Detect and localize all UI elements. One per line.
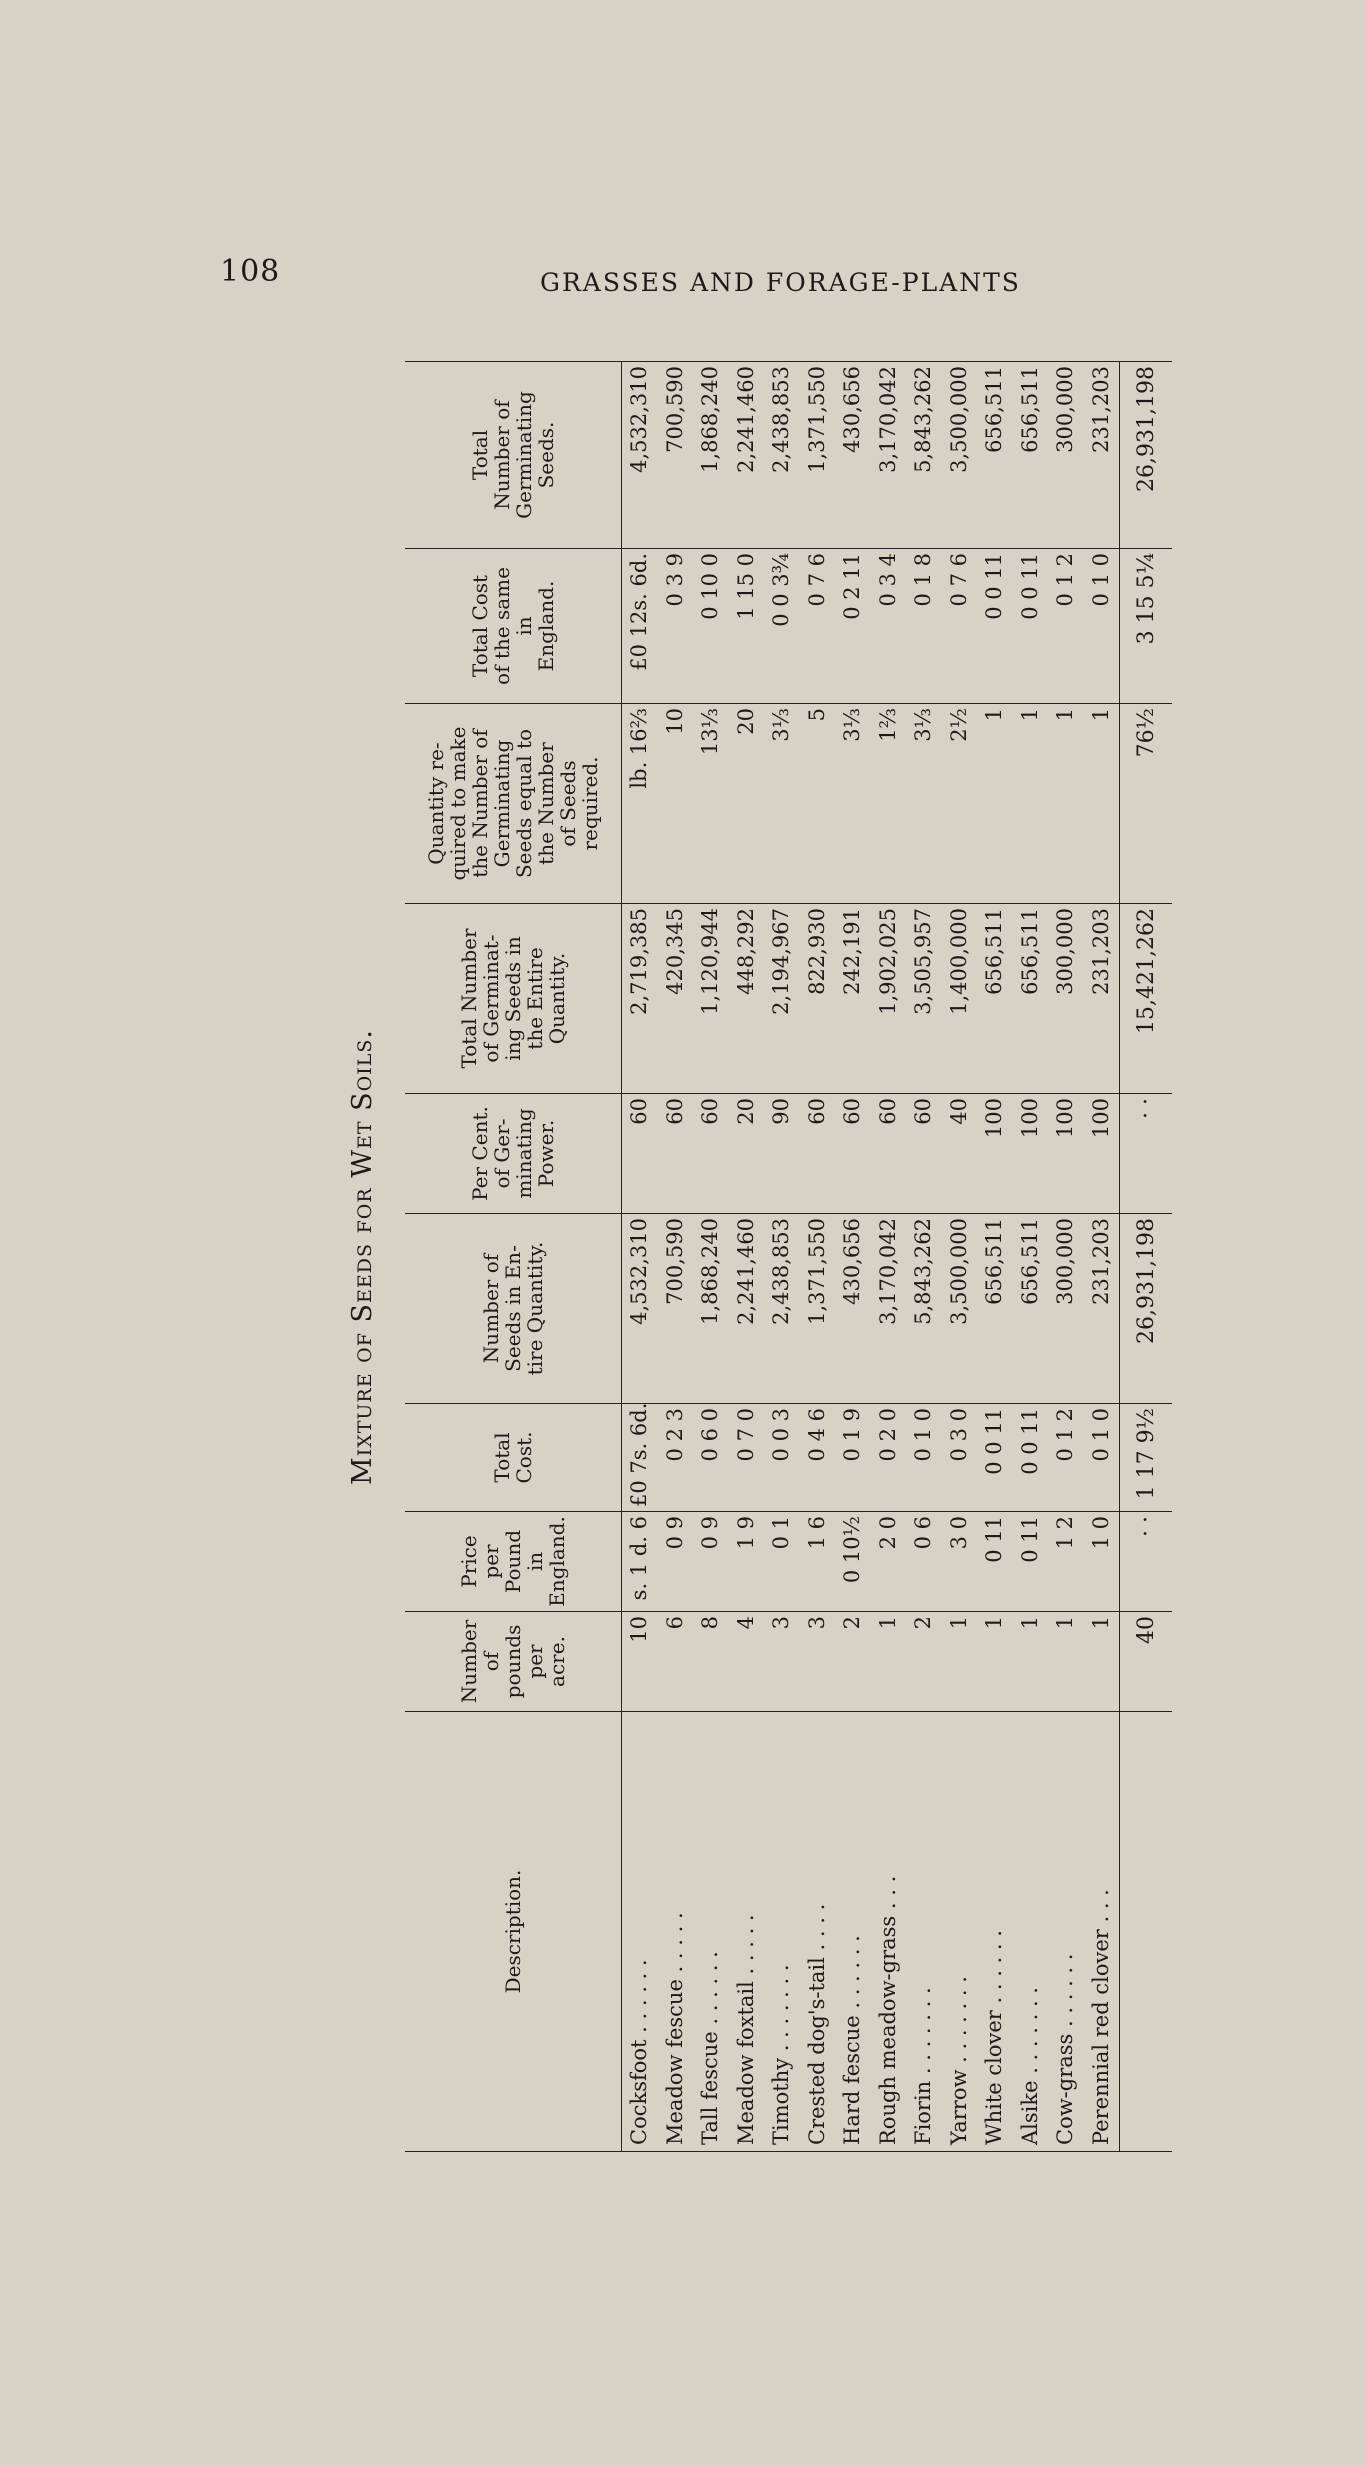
table-cell: 1	[1048, 1612, 1084, 1712]
table-cell: Tall fescue . . . . . .	[693, 1712, 729, 2152]
table-row	[977, 362, 1013, 2152]
table-cell: 10	[622, 1612, 658, 1712]
table-cell: 1	[871, 1612, 907, 1712]
table-cell: 4	[729, 1612, 765, 1712]
table-cell: 0 11	[1013, 1512, 1049, 1612]
table-cell: Hard fescue . . . . . .	[835, 1712, 871, 2152]
table-cell: 0 0 3¾	[764, 549, 800, 704]
table-cell: 1	[1084, 704, 1120, 904]
table-cell: s. 1 d. 6	[622, 1512, 658, 1612]
table-cell: 5,843,262	[906, 362, 942, 549]
table-cell: White clover . . . . . .	[977, 1712, 1013, 2152]
table-row	[693, 362, 729, 2152]
table-cell: 0 7 0	[729, 1404, 765, 1512]
table-cell: 90	[764, 1094, 800, 1214]
table-cell: 1	[977, 704, 1013, 904]
table-cell: 100	[1048, 1094, 1084, 1214]
table-cell: 0 1 8	[906, 549, 942, 704]
table-cell: 430,656	[835, 362, 871, 549]
table-cell: 430,656	[835, 1214, 871, 1404]
table-cell: Meadow fescue . . . . .	[658, 1712, 694, 2152]
column-header: Per Cent. of Ger- minating Power.	[405, 1094, 622, 1214]
table-cell: 0 1 0	[906, 1404, 942, 1512]
table-cell: 0 9	[658, 1512, 694, 1612]
table-cell: 1,120,944	[693, 904, 729, 1094]
table-cell: 0 3 0	[942, 1404, 978, 1512]
table-cell: Rough meadow-grass . . .	[871, 1712, 907, 2152]
table-cell: 40	[942, 1094, 978, 1214]
column-header: Description.	[405, 1712, 622, 2152]
table-cell: 6	[658, 1612, 694, 1712]
table-cell: 60	[871, 1094, 907, 1214]
table-cell: 2,438,853	[764, 1214, 800, 1404]
seed-mixture-table	[405, 361, 1172, 2152]
table-cell: 1	[1084, 1612, 1120, 1712]
totals-row	[1120, 362, 1173, 2152]
table-cell: 656,511	[977, 1214, 1013, 1404]
table-cell: 656,511	[977, 904, 1013, 1094]
table-cell: Timothy . . . . . . .	[764, 1712, 800, 2152]
table-cell: 0 7 6	[942, 549, 978, 704]
table-cell: Fiorin . . . . . . .	[906, 1712, 942, 2152]
table-cell: 3,500,000	[942, 362, 978, 549]
table-cell: 100	[977, 1094, 1013, 1214]
table-cell: 2,719,385	[622, 904, 658, 1094]
table-cell: 0 1 0	[1084, 1404, 1120, 1512]
table-cell: 0 2 11	[835, 549, 871, 704]
totals-england-cost: 3 15 5¼	[1120, 549, 1173, 704]
table-cell: 3,500,000	[942, 1214, 978, 1404]
table-cell: 0 6 0	[693, 1404, 729, 1512]
table-row	[835, 362, 871, 2152]
table-row	[906, 362, 942, 2152]
table-cell: 0 0 11	[1013, 549, 1049, 704]
table-cell: 3⅓	[906, 704, 942, 904]
table-cell: Alsike . . . . . . .	[1013, 1712, 1049, 2152]
table-row	[764, 362, 800, 2152]
table-row	[622, 362, 658, 2152]
table-cell: 2,241,460	[729, 1214, 765, 1404]
table-cell: 5,843,262	[906, 1214, 942, 1404]
table-cell: 3,170,042	[871, 362, 907, 549]
table-cell: 0 1 0	[1084, 549, 1120, 704]
table-cell: 0 11	[977, 1512, 1013, 1612]
table-cell: 2	[906, 1612, 942, 1712]
table-cell: 1 9	[729, 1512, 765, 1612]
table-cell: 1	[1013, 704, 1049, 904]
column-header: Quantity re- quired to make the Number of Germinating Seeds equal to the Number of Seeds required.	[405, 704, 622, 904]
table-cell: 448,292	[729, 904, 765, 1094]
table-cell: 656,511	[1013, 1214, 1049, 1404]
table-cell: 822,930	[800, 904, 836, 1094]
table-cell: Crested dog's-tail . . . .	[800, 1712, 836, 2152]
table-cell: 3 0	[942, 1512, 978, 1612]
table-cell: 242,191	[835, 904, 871, 1094]
table-cell: 1,868,240	[693, 362, 729, 549]
table-cell: 100	[1013, 1094, 1049, 1214]
column-header: Price per Pound in England.	[405, 1512, 622, 1612]
table-cell: 0 2 0	[871, 1404, 907, 1512]
column-header: Total Cost.	[405, 1404, 622, 1512]
table-cell: 0 1	[764, 1512, 800, 1612]
table-cell: 0 4 6	[800, 1404, 836, 1512]
table-cell: 656,511	[977, 362, 1013, 549]
running-title: GRASSES AND FORAGE-PLANTS	[540, 268, 1021, 297]
table-cell: 4,532,310	[622, 362, 658, 549]
table-cell: 2	[835, 1612, 871, 1712]
table-cell: 1,371,550	[800, 1214, 836, 1404]
table-cell: 300,000	[1048, 1214, 1084, 1404]
table-cell: 0 0 11	[1013, 1404, 1049, 1512]
table-cell: 1,371,550	[800, 362, 836, 549]
table-cell: 0 0 11	[977, 549, 1013, 704]
table-cell: 1	[1048, 704, 1084, 904]
table-row	[871, 362, 907, 2152]
table-cell: 0 9	[693, 1512, 729, 1612]
table-cell: 1,902,025	[871, 904, 907, 1094]
totals-pounds: 40	[1120, 1612, 1173, 1712]
table-cell: 1	[1013, 1612, 1049, 1712]
table-cell: 10	[658, 704, 694, 904]
table-header-row	[405, 362, 622, 2152]
table-cell: 3	[764, 1612, 800, 1712]
column-header: Total Cost of the same in England.	[405, 549, 622, 704]
table-cell: 60	[906, 1094, 942, 1214]
table-cell: 3	[800, 1612, 836, 1712]
table-cell: 231,203	[1084, 1214, 1120, 1404]
totals-seeds: 26,931,198	[1120, 1214, 1173, 1404]
table-cell: 0 7 6	[800, 549, 836, 704]
table-cell: Meadow foxtail . . . . .	[729, 1712, 765, 2152]
table-cell: 1 6	[800, 1512, 836, 1612]
table-cell: 0 1 9	[835, 1404, 871, 1512]
totals-price: · ·	[1120, 1512, 1173, 1612]
table-cell: £0 12s. 6d.	[622, 549, 658, 704]
table-cell: 1,400,000	[942, 904, 978, 1094]
totals-total-cost: 1 17 9½	[1120, 1404, 1173, 1512]
table-cell: 700,590	[658, 362, 694, 549]
column-header: Number of pounds per acre.	[405, 1612, 622, 1712]
table-cell: 3,170,042	[871, 1214, 907, 1404]
table-cell: 0 3 4	[871, 549, 907, 704]
totals-percent: · ·	[1120, 1094, 1173, 1214]
column-header: Total Number of Germinat- ing Seeds in the Entire Quantity.	[405, 904, 622, 1094]
table-cell: Cocksfoot . . . . . .	[622, 1712, 658, 2152]
table-row	[942, 362, 978, 2152]
table-cell: 1 2	[1048, 1512, 1084, 1612]
table-cell: 60	[622, 1094, 658, 1214]
table-cell: 0 0 11	[977, 1404, 1013, 1512]
table-cell: 0 1 2	[1048, 1404, 1084, 1512]
table-cell: 2,241,460	[729, 362, 765, 549]
table-cell: 656,511	[1013, 904, 1049, 1094]
table-cell: 656,511	[1013, 362, 1049, 549]
table-cell: lb. 16⅔	[622, 704, 658, 904]
table-cell: 300,000	[1048, 362, 1084, 549]
table-cell: 20	[729, 704, 765, 904]
table-cell: 3⅓	[764, 704, 800, 904]
table-cell: 13⅓	[693, 704, 729, 904]
table-cell: 60	[658, 1094, 694, 1214]
totals-description	[1120, 1712, 1173, 2152]
table-cell: 420,345	[658, 904, 694, 1094]
rotated-table-block	[335, 362, 1175, 2152]
totals-germinating: 15,421,262	[1120, 904, 1173, 1094]
table-cell: 0 2 3	[658, 1404, 694, 1512]
table-cell: Perennial red clover . . .	[1084, 1712, 1120, 2152]
column-header: Total Number of Germinating Seeds.	[405, 362, 622, 549]
table-cell: 4,532,310	[622, 1214, 658, 1404]
table-cell: 0 3 9	[658, 549, 694, 704]
table-cell: 60	[693, 1094, 729, 1214]
table-cell: 2 0	[871, 1512, 907, 1612]
table-row	[800, 362, 836, 2152]
table-cell: Cow-grass . . . . . .	[1048, 1712, 1084, 2152]
table-cell: 231,203	[1084, 362, 1120, 549]
table-cell: 0 10 0	[693, 549, 729, 704]
table-cell: 3,505,957	[906, 904, 942, 1094]
table-cell: 2,194,967	[764, 904, 800, 1094]
table-cell: 0 10½	[835, 1512, 871, 1612]
table-cell: 0 6	[906, 1512, 942, 1612]
table-cell: 1	[942, 1612, 978, 1712]
table-cell: 1	[977, 1612, 1013, 1712]
table-title: Mixture of Seeds for Wet Soils.	[347, 1029, 378, 1485]
table-cell: 5	[800, 704, 836, 904]
table-cell: 1 0	[1084, 1512, 1120, 1612]
table-cell: £0 7s. 6d.	[622, 1404, 658, 1512]
table-cell: 0 0 3	[764, 1404, 800, 1512]
table-row	[1048, 362, 1084, 2152]
table-body	[622, 362, 1120, 2152]
table-row	[658, 362, 694, 2152]
table-cell: 300,000	[1048, 904, 1084, 1094]
table-cell: 8	[693, 1612, 729, 1712]
table-row	[1084, 362, 1120, 2152]
table-cell: 1,868,240	[693, 1214, 729, 1404]
totals-quantity: 76½	[1120, 704, 1173, 904]
table-cell: 3⅓	[835, 704, 871, 904]
table-cell: 1⅔	[871, 704, 907, 904]
page-number: 108	[220, 254, 281, 289]
totals-total-germinating: 26,931,198	[1120, 362, 1173, 549]
table-cell: 700,590	[658, 1214, 694, 1404]
table-row	[729, 362, 765, 2152]
table-cell: 231,203	[1084, 904, 1120, 1094]
table-cell: Yarrow . . . . . . .	[942, 1712, 978, 2152]
table-cell: 60	[800, 1094, 836, 1214]
column-header: Number of Seeds in En- tire Quantity.	[405, 1214, 622, 1404]
table-row	[1013, 362, 1049, 2152]
table-cell: 1 15 0	[729, 549, 765, 704]
table-cell: 0 1 2	[1048, 549, 1084, 704]
table-cell: 20	[729, 1094, 765, 1214]
table-cell: 100	[1084, 1094, 1120, 1214]
table-cell: 2½	[942, 704, 978, 904]
table-cell: 2,438,853	[764, 362, 800, 549]
table-cell: 60	[835, 1094, 871, 1214]
